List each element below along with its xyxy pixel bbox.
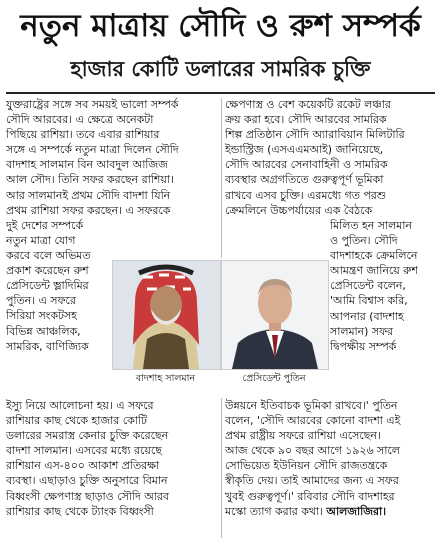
text-line: মিলিত হন সালমান	[330, 219, 412, 232]
text-line: প্রথম রাশিয়া সফর করছেন। এ সফরকে	[6, 203, 171, 217]
text-line: স্বীকৃতি দেয়। তাই আমাদের জন্য এ সফর	[225, 474, 399, 488]
text-line: বলেন, 'সৌদি আরবের কোনো বাদশা এই	[225, 414, 401, 428]
text-line: আপনার (বাদশাহ	[330, 309, 404, 323]
headline: নতুন মাত্রায় সৌদি ও রুশ সম্পর্ক	[20, 8, 421, 44]
text-line: উন্নয়নে ইতিবাচক ভূমিকা রাখবে।' পুতিন	[225, 399, 398, 412]
text-line: ক্রেমলিনে উচ্চপর্যায়ের এক বৈঠকে	[225, 203, 373, 217]
portrait-salman-image	[113, 261, 220, 369]
text-line: পুতিন। এ সফরে	[6, 294, 76, 308]
text-line: শিল্প প্রতিষ্ঠান সৌদি অ্যারাবিয়ান মিলিটারি	[225, 128, 405, 142]
text-line: ব্যবস্থা। এছাড়াও চুক্তি অনুসারে বিমান	[6, 474, 168, 488]
text-line: সঙ্গে এ সম্পর্কে নতুন মাত্রা দিলেন সৌদি	[6, 143, 179, 157]
text-line: ও পুতিন। সৌদি	[330, 234, 398, 248]
text-line: ইন্ডাস্ট্রিজ (এসএএমআই) জানিয়েছে,	[225, 143, 384, 157]
text-line: আল সৌদ। তিনি সফর করছেন রাশিয়া।	[6, 173, 174, 187]
text-line: বাদশাহকে ক্রেমলিনে	[330, 249, 418, 263]
text-line: ব্যবস্থার অগ্রগতিতে গুরুত্বপূর্ণ ভূমিকা	[225, 173, 384, 187]
article-right-bottom	[225, 398, 436, 519]
text-line: প্রকাশ করেছেন রুশ	[6, 264, 89, 278]
text-line: আজ থেকে ৯০ বছর আগে ১৯২৬ সালে	[225, 444, 400, 458]
text-line-part: মস্কো ত্যাগ করার কথা।	[225, 504, 323, 518]
text-line: রাখবে এসব চুক্তি। এরমধ্যে গত পরশু	[225, 188, 387, 202]
text-line: সৌদি আরবের সেনাবাহিনী ও সামরিক	[225, 158, 388, 172]
text-line: দুই দেশের সম্পর্কে	[6, 218, 84, 232]
text-line: খুবই গুরুত্বপূর্ণ।' রবিবার সৌদি বাদশাহর	[225, 489, 395, 503]
text-line: পিছিয়ে রাশিয়া। তবে এবার রাশিয়ার	[6, 128, 160, 142]
portrait-putin-image	[222, 261, 328, 369]
text-line: নতুন মাত্রা যোগ	[6, 234, 76, 247]
article-left-bottom	[6, 398, 218, 519]
subheadline: হাজার কোটি ডলারের সামরিক চুক্তি	[70, 57, 371, 81]
photo-caption-putin: প্রেসিডেন্ট পুতিন	[242, 373, 306, 384]
article-right-top	[225, 97, 436, 218]
text-line: ক্রয় করা হবে। সৌদি আরবের সামরিক	[225, 113, 387, 127]
text-line: ক্ষেপণাস্ত্র ও বেশ কয়েকটি রকেট লঞ্চার	[225, 98, 391, 111]
text-line: রাশিয়ার কাছ থেকে ট্যাংক বিধ্বংসী	[6, 504, 154, 518]
header-rule	[6, 92, 435, 94]
article-right-mid	[330, 218, 436, 354]
text-line: বিধ্বংসী ক্ষেপণাস্ত্র ছাড়াও সৌদি আরব	[6, 489, 169, 503]
text-line: 'আমি বিশ্বাস করি,	[330, 294, 408, 308]
text-line: যুক্তরাষ্ট্রের সঙ্গে সব সময়ই ভালো সম্পর্ক	[6, 98, 179, 111]
source-credit: আলজাজিরা।	[326, 504, 387, 518]
text-line: ডলারের সমরাস্ত্র কেনার চুক্তি করেছেন	[6, 429, 169, 443]
text-line: সামরিক, বাণিজ্যিক	[6, 339, 89, 353]
text-line: সিরিয়া সংকটসহ	[6, 309, 77, 323]
text-line: রাশিয়ান এস-৪০০ আকাশ প্রতিরক্ষা	[6, 459, 160, 473]
article-left-mid	[6, 233, 110, 354]
column-divider-lower	[221, 398, 222, 538]
text-line: সোভিয়েত ইউনিয়ন সৌদি রাজতন্ত্রকে	[225, 459, 388, 473]
text-line: প্রথম রাষ্ট্রীয় সফরে রাশিয়া এসেছেন।	[225, 429, 381, 443]
text-line: করবে বলে অভিমত	[6, 249, 91, 263]
text-line	[225, 504, 436, 519]
photo-president-putin	[221, 260, 329, 370]
text-line: সৌদি আরবের। এ ক্ষেত্রে অনেকটা	[6, 113, 154, 127]
text-line: বাদশা সালমান। এসবের মধ্যে রয়েছে	[6, 444, 162, 458]
text-line: প্রেসিডেন্ট বলেন,	[330, 279, 406, 293]
text-line: রাশিয়ার কাছ থেকে হাজার কোটি	[6, 414, 147, 428]
photo-caption-salman: বাদশাহ সালমান	[135, 373, 196, 384]
text-line: আমন্ত্রণ জানিয়ে রুশ	[330, 264, 418, 278]
text-line: আর সালমানই প্রথম সৌদি বাদশা যিনি	[6, 188, 171, 202]
text-line: সালমান) সফর	[330, 324, 394, 338]
text-line: প্রেসিডেন্ট ভ্লাদিমির	[6, 279, 89, 293]
photo-king-salman	[112, 260, 221, 370]
text-line: ইস্যু নিয়ে আলোচনা হয়। এ সফরে	[6, 399, 154, 412]
column-divider	[221, 98, 222, 258]
text-line: দ্বিপক্ষীয় সম্পর্ক	[330, 339, 397, 353]
text-line: বিভিন্ন আঞ্চলিক,	[6, 324, 81, 338]
text-line: বাদশাহ সালমান বিন আবদুল আজিজ	[6, 158, 168, 172]
article-left-top	[6, 97, 218, 233]
